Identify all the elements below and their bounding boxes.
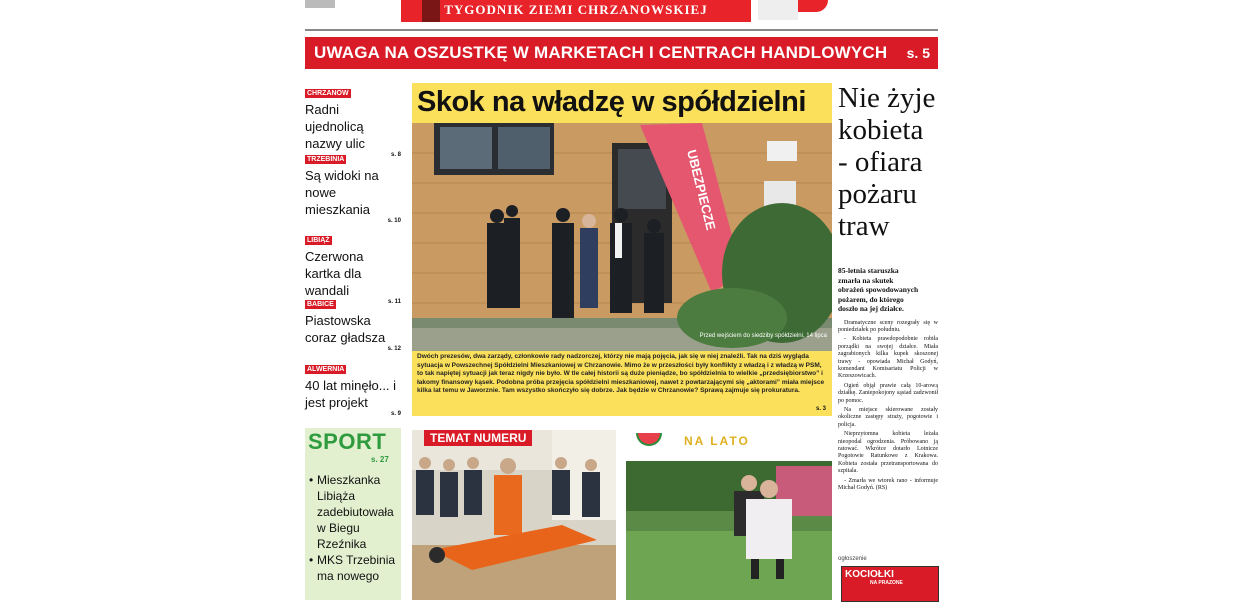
sport-item-text: • MKS Trzebinia ma nowego (317, 553, 396, 583)
photo-caption: Przed wejściem do siedziby spółdzielni, 14 lipca (699, 333, 827, 339)
right-paragraph: Nieprzytomna kobieta leżała nieopodal ogrodzenia. Próbowano ją ratować. Wkrótce dotarło Lotnicze Pogotowie Ratunkowe z Krakowa. Kobieta została przetransportowana do szpitala. (838, 431, 938, 475)
left-teasers (305, 82, 401, 418)
masthead-strip (401, 0, 751, 22)
teaser-page: s. 10 (387, 218, 401, 224)
main-page: s. 3 (815, 406, 826, 412)
main-headline: Skok na władzę w spółdzielni (417, 86, 806, 118)
masthead-logo-fragment (758, 0, 798, 20)
teaser-item[interactable] (305, 358, 401, 418)
teaser-item[interactable] (305, 82, 401, 158)
na-lato[interactable] (626, 430, 832, 600)
ad-subtitle: NA PRAZONE (870, 580, 903, 586)
right-paragraph: Na miejsce skierowane zostały okoliczne zastępy straży, pogotowie i policja. (838, 406, 938, 428)
masthead-subtitle: TYGODNIK ZIEMI CHRZANOWSKIEJ (444, 2, 708, 17)
teaser-category: BABICE (307, 301, 334, 308)
teaser-title: Są widoki na nowe mieszkania (305, 168, 379, 217)
sport-title: SPORT (308, 429, 387, 454)
masthead-logo-fragment-red (798, 0, 828, 12)
watermelon-icon (636, 433, 662, 446)
temat-label: TEMAT NUMERU (424, 430, 532, 446)
teaser-category: LIBIĄŻ (307, 237, 330, 244)
banner-page: s. 5 (906, 45, 930, 61)
flag-text: UBEZPIECZE (684, 148, 719, 232)
sport-page: s. 27 (371, 455, 389, 464)
main-lead: Dwóch prezesów, dwa zarządy, członkowie rady nadzorczej, którzy nie mają pojęcia, jak się w niej znaleźli. Tak na dziś wygląda sytuacja w Powszechnej Spółdzielni Mieszkaniowej w Chrzanowie. Mimo że w przeszłości były konflikty z władzą i z władzą w PSM, to tak napiętej sytuacji jak teraz nigdy nie było. W tle całej historii są duże pieniądze, bo spółdzielnia to wielkie „przedsiębiorstwo” i łakomy finansowy kąsek. Podobna próba przejęcia spółdzielni mieszkaniowej, nawet z powtarzającymi się „aktorami” miała miejsce kilka lat temu w Jaworznie. Tam wszystko skończyło się dobrze. Jak będzie w Chrzanowie? Sprawą zajmuje się prokuratura. (417, 353, 825, 395)
right-story[interactable] (838, 82, 938, 586)
teaser-title: 40 lat minęło... i jest projekt (305, 378, 397, 410)
teaser-page: s. 11 (387, 299, 401, 305)
teaser-item[interactable] (305, 148, 401, 229)
ad-title: KOCIOŁKI (845, 569, 894, 580)
sport-item-text: • Mieszkanka Libiąża zadebiutowała w Biegu Rzeźnika (317, 473, 394, 551)
sport-item[interactable] (309, 472, 397, 552)
teaser-page: s. 9 (390, 411, 401, 417)
right-paragraph: Ogień objął prawie całą 10-arową działkę. Zaniepokojony sąsiad zadzwonił po pomoc. (838, 382, 938, 404)
masthead-logo-letter (422, 0, 440, 22)
teaser-category: TRZEBINIA (307, 156, 345, 163)
sport-section[interactable] (305, 428, 401, 600)
sport-item[interactable] (309, 552, 397, 584)
newspaper-front-page (305, 0, 938, 600)
right-lead: 85-letnia staruszka zmarła na skutek obrażeń spowodowanych pożarem, do którego doszło na jej działce. (838, 266, 919, 313)
right-paragraph: - Kobieta prawdopodobnie robiła porządki na swojej działce. Miała zagrabionych kilka kupek skoszonej trawy - opowiada Michał Godyń, komendant Komisariatu Policji w Krzeszowicach. (838, 336, 938, 380)
right-body (838, 320, 938, 493)
teaser-category: ALWERNIA (307, 366, 345, 373)
right-paragraph: - Zmarła we wtorek rano - informuje Michał Godyń. (RS) (838, 477, 938, 492)
temat-numeru[interactable] (412, 430, 616, 600)
teaser-title: Radni ujednolicą nazwy ulic (305, 102, 365, 151)
teaser-item[interactable] (305, 293, 401, 358)
teaser-page: s. 12 (387, 346, 401, 352)
lato-label: NA LATO (684, 434, 750, 448)
top-banner[interactable] (305, 37, 938, 69)
masthead-fragment (305, 0, 335, 8)
teaser-title: Czerwona kartka dla wandali (305, 249, 364, 298)
teaser-page: s. 8 (390, 152, 401, 158)
ad-label: ogłoszenie (838, 556, 867, 562)
temat-photo (412, 430, 616, 600)
teaser-category: CHRZANÓW (307, 90, 349, 97)
lato-photo (626, 461, 832, 600)
right-headline: Nie żyje kobieta - ofiara pożaru traw (838, 82, 936, 242)
right-paragraph: Dramatyczne sceny rozegrały się w poniedziałek po południu. (838, 319, 938, 333)
banner-text: UWAGA NA OSZUSTKĘ W MARKETACH I CENTRACH HANDLOWYCH (314, 43, 888, 62)
teaser-title: Piastowska coraz gładsza (305, 313, 386, 345)
masthead-rule (305, 29, 938, 31)
ad-box[interactable] (841, 566, 939, 602)
main-story[interactable] (412, 83, 832, 416)
